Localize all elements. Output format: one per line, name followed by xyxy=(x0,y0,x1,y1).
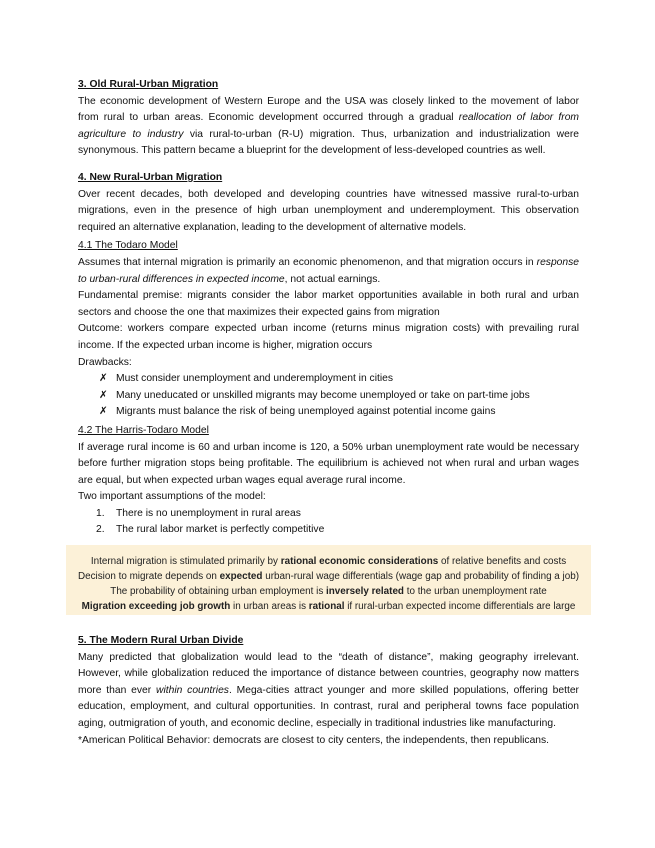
emphasis-text: response to urban-rural differences in expected income xyxy=(78,256,579,285)
section-3 xyxy=(78,77,579,160)
callout-line-1 xyxy=(70,554,587,569)
text-run: The probability of obtaining urban employment is xyxy=(110,586,327,597)
text-run: Internal migration is stimulated primarily by xyxy=(90,556,281,567)
subsection-4-1-heading: 4.1 The Todaro Model xyxy=(78,240,178,252)
section-5 xyxy=(78,633,579,749)
bold-text: rational economic considerations xyxy=(280,556,439,567)
text-run: if rural-urban expected income differentials are large xyxy=(344,601,576,612)
callout-line-4 xyxy=(70,599,587,614)
list-number: 1. xyxy=(96,507,105,519)
list-item xyxy=(78,522,579,539)
text-run: , not actual earnings. xyxy=(284,273,381,285)
drawbacks-list xyxy=(78,371,579,421)
text-run: urban-rural wage differentials (wage gap and probability of finding a job) xyxy=(262,571,580,582)
callout-line-3 xyxy=(70,584,587,599)
text-run: to the urban unemployment rate xyxy=(403,586,547,597)
text-run: Decision to migrate depends on xyxy=(77,571,220,582)
assumptions-list xyxy=(78,506,579,539)
list-item-text: The rural labor market is perfectly competitive xyxy=(116,524,325,536)
text-run: of relative benefits and costs xyxy=(438,556,567,567)
bold-text: rational xyxy=(308,601,345,612)
bold-text: Migration exceeding job growth xyxy=(81,601,231,612)
list-item xyxy=(78,506,579,523)
list-number: 2. xyxy=(96,524,105,536)
todaro-paragraph-1 xyxy=(78,255,579,288)
section-5-heading: 5. The Modern Rural Urban Divide xyxy=(78,635,244,646)
section-5-paragraph xyxy=(78,650,579,733)
cross-mark-icon: ✗ xyxy=(99,373,108,385)
cross-mark-icon: ✗ xyxy=(99,406,108,418)
bold-text: inversely related xyxy=(326,586,404,597)
drawbacks-label: Drawbacks: xyxy=(78,356,132,368)
list-item xyxy=(78,388,579,405)
section-4-intro: Over recent decades, both developed and developing countries have witnessed massive rural-to-urban migrations, even in the presence of high urban unemployment and underemployment. This observation required an alternative explanation, leading to the development of alternative models. xyxy=(78,188,579,233)
list-item xyxy=(78,371,579,388)
section-3-heading: 3. Old Rural-Urban Migration xyxy=(78,79,219,90)
list-item-text: Migrants must balance the risk of being unemployed against potential income gains xyxy=(116,406,496,418)
list-item-text: Many uneducated or unskilled migrants may become unemployed or take on part-time jobs xyxy=(116,389,530,401)
todaro-premise: Fundamental premise: migrants consider the labor market opportunities available in both rural and urban sectors and choose the one that maximizes their expected gains from migration xyxy=(78,290,579,318)
text-run: via rural-to-urban (R-U) migration. Thus, urbanization and industrialization were synonymous. This pattern became a blueprint for the development of less-developed countries as well. xyxy=(78,128,579,157)
text-run: . Mega-cities attract younger and more skilled populations, offering better education, employment, and cultural opportunities. In contrast, rural and peripheral towns face population aging, outmigration of youth, and economic decline, especially in traditional industries like manufacturing. xyxy=(78,684,579,729)
section-3-paragraph xyxy=(78,94,579,160)
section-4 xyxy=(78,170,579,539)
list-item xyxy=(78,404,579,421)
assumptions-label: Two important assumptions of the model: xyxy=(78,491,266,503)
emphasis-text: reallocation of labor from agriculture to industry xyxy=(78,112,579,140)
cross-mark-icon: ✗ xyxy=(99,389,108,401)
text-run: in urban areas is xyxy=(230,601,309,612)
callout-line-2 xyxy=(70,569,587,584)
text-run: Assumes that internal migration is primarily an economic phenomenon, and that migration occurs in xyxy=(78,256,537,268)
harris-todaro-paragraph: If average rural income is 60 and urban income is 120, a 50% urban unemployment rate would be necessary before further migration stops being profitable. The equilibrium is achieved not when rural and urban wages are equal, but when expected urban wages equal average rural income. xyxy=(78,441,579,486)
summary-callout xyxy=(66,545,591,615)
subsection-4-2-heading: 4.2 The Harris-Todaro Model xyxy=(78,424,209,436)
list-item-text: There is no unemployment in rural areas xyxy=(116,507,301,519)
list-item-text: Must consider unemployment and underemployment in cities xyxy=(116,373,394,385)
text-run: Many predicted that globalization would lead to the “death of distance”, making geography irrelevant. However, while globalization reduced the importance of distance between countries, geography now matters more than ever xyxy=(78,651,579,696)
section-4-heading: 4. New Rural-Urban Migration xyxy=(78,172,223,183)
emphasis-text: within countries xyxy=(156,684,229,696)
political-behavior-note: *American Political Behavior: democrats are closest to city centers, the independents, then republicans. xyxy=(78,734,550,746)
todaro-outcome: Outcome: workers compare expected urban income (returns minus migration costs) with prevailing rural income. If the expected urban income is higher, migration occurs xyxy=(78,323,579,351)
text-run: The economic development of Western Europe and the USA was closely linked to the movement of labor from rural to urban areas. Economic development occurred through a gradual xyxy=(78,95,579,124)
bold-text: expected xyxy=(219,571,263,582)
